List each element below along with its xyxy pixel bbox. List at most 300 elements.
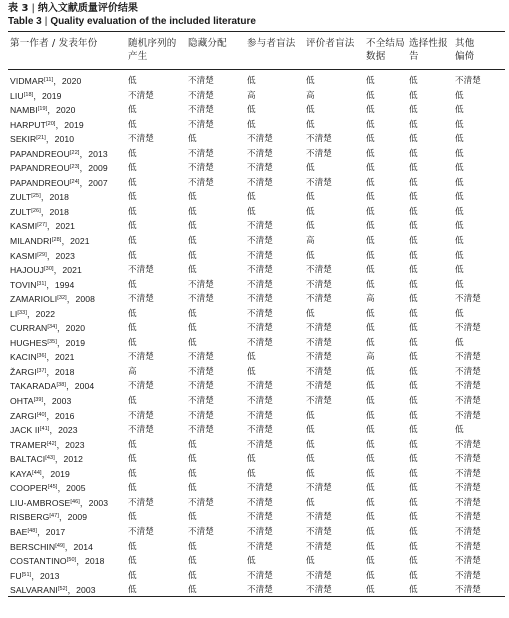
reference-number: [23] bbox=[69, 164, 80, 171]
cell-assessor-blinding: 低 bbox=[306, 76, 315, 86]
cell-incomplete-outcome: 低 bbox=[366, 221, 375, 232]
cell-random-sequence: 不清楚 bbox=[128, 410, 154, 421]
reference-number: [28] bbox=[51, 237, 62, 244]
cell-allocation-concealment: 不清楚 bbox=[188, 497, 214, 508]
cell-selective-reporting: 低 bbox=[409, 192, 418, 203]
cell-selective-reporting: 低 bbox=[409, 177, 418, 188]
publication-year: 2020 bbox=[65, 323, 86, 334]
cell-incomplete-outcome: 低 bbox=[366, 236, 375, 247]
cell-author-year bbox=[10, 147, 108, 161]
cell-assessor-blinding: 不清楚 bbox=[306, 323, 332, 334]
cell-author-year bbox=[10, 103, 76, 117]
author-name: ŽARGI bbox=[10, 366, 37, 377]
cell-allocation-concealment: 低 bbox=[188, 512, 197, 523]
table-bottom-rule bbox=[8, 596, 505, 597]
table-row bbox=[0, 423, 509, 438]
author-year-separator: ， bbox=[43, 396, 52, 407]
author-name: ZULT bbox=[10, 206, 32, 217]
reference-number: [29] bbox=[37, 251, 47, 258]
cell-allocation-concealment: 低 bbox=[188, 308, 197, 319]
cell-incomplete-outcome: 低 bbox=[366, 585, 375, 596]
publication-year: 2021 bbox=[70, 236, 90, 247]
cell-allocation-concealment: 低 bbox=[188, 192, 197, 203]
cell-assessor-blinding: 低 bbox=[306, 221, 315, 232]
cell-selective-reporting: 低 bbox=[409, 221, 418, 232]
author-year-separator: ， bbox=[56, 439, 66, 450]
reference-number: [27] bbox=[37, 222, 47, 229]
author-year-separator: ， bbox=[53, 265, 63, 276]
cell-assessor-blinding: 低 bbox=[306, 468, 315, 479]
cell-assessor-blinding: 不清楚 bbox=[306, 352, 332, 363]
cell-allocation-concealment: 低 bbox=[188, 221, 197, 232]
cell-author-year bbox=[10, 525, 65, 539]
table-label-chinese: 表 3 bbox=[8, 3, 29, 14]
cell-participant-blinding: 不清楚 bbox=[247, 236, 273, 247]
table-row bbox=[0, 278, 509, 293]
author-year-separator: ， bbox=[40, 206, 50, 217]
cell-participant-blinding: 不清楚 bbox=[247, 483, 273, 494]
cell-random-sequence: 低 bbox=[128, 221, 137, 232]
reference-number: [25] bbox=[31, 193, 41, 200]
cell-allocation-concealment: 不清楚 bbox=[188, 396, 214, 407]
reference-number: [35] bbox=[47, 338, 57, 345]
cell-allocation-concealment: 不清楚 bbox=[188, 119, 214, 130]
cell-participant-blinding: 不清楚 bbox=[247, 323, 273, 334]
author-year-separator: ， bbox=[58, 512, 68, 523]
author-year-separator: ， bbox=[79, 177, 89, 188]
cell-allocation-concealment: 低 bbox=[188, 454, 197, 465]
cell-random-sequence: 低 bbox=[128, 512, 137, 523]
publication-year: 2018 bbox=[49, 192, 70, 203]
cell-allocation-concealment: 不清楚 bbox=[188, 279, 214, 290]
author-name: HARPUT bbox=[10, 119, 46, 130]
cell-assessor-blinding: 高 bbox=[306, 90, 315, 101]
reference-number: [20] bbox=[45, 120, 56, 127]
cell-other-bias: 低 bbox=[455, 134, 464, 145]
cell-author-year bbox=[10, 438, 85, 452]
table-title-english: Quality evaluation of the included literature bbox=[50, 16, 256, 27]
cell-author-year bbox=[10, 481, 86, 495]
cell-random-sequence: 低 bbox=[128, 119, 137, 130]
table-row bbox=[0, 321, 509, 336]
cell-allocation-concealment: 低 bbox=[188, 585, 197, 596]
cell-assessor-blinding: 低 bbox=[306, 250, 315, 261]
reference-number: [26] bbox=[31, 207, 41, 214]
cell-selective-reporting: 低 bbox=[409, 512, 418, 523]
cell-selective-reporting: 低 bbox=[409, 308, 418, 319]
table-top-rule bbox=[8, 31, 505, 32]
cell-other-bias: 低 bbox=[455, 221, 464, 232]
cell-other-bias: 低 bbox=[455, 279, 464, 290]
author-name: FU bbox=[10, 570, 22, 581]
cell-author-year bbox=[10, 336, 85, 350]
cell-author-year bbox=[10, 540, 93, 554]
cell-assessor-blinding: 低 bbox=[306, 206, 315, 217]
publication-year: 2005 bbox=[66, 483, 86, 494]
cell-participant-blinding: 低 bbox=[247, 192, 256, 203]
cell-other-bias: 不清楚 bbox=[455, 454, 481, 465]
table-row bbox=[0, 452, 509, 467]
header-allocation-concealment: 隐藏分配 bbox=[188, 38, 227, 49]
cell-incomplete-outcome: 低 bbox=[366, 410, 375, 421]
author-year-separator: ， bbox=[53, 76, 62, 86]
publication-year: 2003 bbox=[88, 497, 109, 508]
author-year-separator: ， bbox=[46, 366, 56, 377]
cell-other-bias: 不清楚 bbox=[455, 439, 481, 450]
header-first-author-year: 第一作者 / 发表年份 bbox=[10, 38, 98, 49]
cell-selective-reporting: 低 bbox=[409, 585, 418, 596]
author-year-separator: ， bbox=[41, 468, 51, 479]
cell-participant-blinding: 不清楚 bbox=[247, 439, 273, 450]
cell-random-sequence: 低 bbox=[128, 148, 137, 159]
cell-other-bias: 不清楚 bbox=[455, 323, 481, 334]
publication-year: 2020 bbox=[61, 76, 82, 86]
cell-assessor-blinding: 不清楚 bbox=[306, 396, 332, 407]
publication-year: 2023 bbox=[55, 250, 76, 261]
publication-year: 2008 bbox=[75, 294, 96, 305]
publication-year: 2013 bbox=[39, 570, 60, 581]
reference-number: [52] bbox=[57, 586, 68, 593]
author-name: TOVIN bbox=[10, 279, 37, 290]
cell-other-bias: 低 bbox=[455, 119, 464, 130]
cell-random-sequence: 低 bbox=[128, 570, 137, 581]
author-year-separator: ， bbox=[37, 526, 46, 537]
cell-incomplete-outcome: 低 bbox=[366, 439, 375, 450]
cell-assessor-blinding: 不清楚 bbox=[306, 570, 332, 581]
cell-incomplete-outcome: 低 bbox=[366, 148, 375, 159]
cell-author-year bbox=[10, 307, 55, 321]
cell-other-bias: 不清楚 bbox=[455, 585, 481, 596]
table-row bbox=[0, 118, 509, 133]
cell-other-bias: 低 bbox=[455, 265, 464, 276]
cell-incomplete-outcome: 低 bbox=[366, 119, 375, 130]
cell-random-sequence: 不清楚 bbox=[128, 265, 154, 276]
table-row bbox=[0, 132, 509, 147]
table-row bbox=[0, 89, 509, 104]
cell-allocation-concealment: 低 bbox=[188, 483, 197, 494]
reference-number: [43] bbox=[45, 455, 55, 462]
cell-incomplete-outcome: 低 bbox=[366, 192, 375, 203]
publication-year: 2019 bbox=[50, 468, 70, 479]
cell-other-bias: 不清楚 bbox=[455, 381, 481, 392]
cell-author-year bbox=[10, 423, 78, 437]
cell-assessor-blinding: 不清楚 bbox=[306, 483, 332, 494]
cell-random-sequence: 低 bbox=[128, 439, 137, 450]
cell-allocation-concealment: 不清楚 bbox=[188, 366, 214, 377]
author-year-separator: ， bbox=[46, 410, 56, 421]
reference-number: [11] bbox=[44, 77, 54, 83]
author-year-separator: ， bbox=[61, 236, 71, 247]
cell-random-sequence: 低 bbox=[128, 468, 137, 479]
cell-allocation-concealment: 不清楚 bbox=[188, 76, 214, 86]
cell-other-bias: 不清楚 bbox=[455, 497, 481, 508]
reference-number: [34] bbox=[47, 324, 57, 331]
cell-allocation-concealment: 低 bbox=[188, 134, 197, 145]
publication-year: 2019 bbox=[64, 119, 84, 130]
publication-year: 2019 bbox=[65, 337, 86, 348]
table-row bbox=[0, 496, 509, 511]
publication-year: 2010 bbox=[54, 134, 75, 145]
reference-number: [49] bbox=[55, 542, 65, 549]
cell-assessor-blinding: 不清楚 bbox=[306, 512, 332, 523]
publication-year: 2016 bbox=[55, 410, 75, 421]
cell-other-bias: 低 bbox=[455, 163, 464, 174]
cell-random-sequence: 低 bbox=[128, 556, 137, 567]
cell-participant-blinding: 低 bbox=[247, 119, 256, 130]
cell-other-bias: 不清楚 bbox=[455, 352, 481, 363]
author-name: ZULT bbox=[10, 192, 32, 203]
cell-random-sequence: 不清楚 bbox=[128, 425, 154, 436]
cell-other-bias: 不清楚 bbox=[455, 468, 481, 479]
cell-assessor-blinding: 不清楚 bbox=[306, 265, 332, 276]
cell-selective-reporting: 低 bbox=[409, 381, 418, 392]
table-row bbox=[0, 438, 509, 453]
author-year-separator: ， bbox=[40, 192, 50, 203]
cell-assessor-blinding: 低 bbox=[306, 556, 315, 567]
cell-participant-blinding: 不清楚 bbox=[247, 425, 273, 436]
cell-participant-blinding: 不清楚 bbox=[247, 250, 273, 261]
cell-random-sequence: 低 bbox=[128, 396, 137, 407]
cell-other-bias: 低 bbox=[455, 206, 464, 217]
table-header-rule bbox=[8, 69, 505, 70]
cell-selective-reporting: 低 bbox=[409, 439, 418, 450]
cell-assessor-blinding: 低 bbox=[306, 308, 315, 319]
cell-author-year bbox=[10, 554, 105, 568]
cell-author-year bbox=[10, 278, 74, 292]
cell-allocation-concealment: 低 bbox=[188, 206, 197, 217]
cell-participant-blinding: 低 bbox=[247, 352, 256, 363]
cell-allocation-concealment: 低 bbox=[188, 250, 197, 261]
author-name: TAKARADA bbox=[10, 381, 57, 392]
cell-other-bias: 不清楚 bbox=[455, 512, 481, 523]
cell-incomplete-outcome: 低 bbox=[366, 541, 375, 552]
cell-other-bias: 不清楚 bbox=[455, 570, 481, 581]
cell-selective-reporting: 低 bbox=[409, 279, 418, 290]
cell-author-year bbox=[10, 350, 75, 364]
table-row bbox=[0, 409, 509, 424]
cell-selective-reporting: 低 bbox=[409, 396, 418, 407]
cell-assessor-blinding: 低 bbox=[306, 425, 315, 436]
cell-participant-blinding: 低 bbox=[247, 206, 256, 217]
reference-number: [18] bbox=[23, 91, 34, 98]
cell-participant-blinding: 不清楚 bbox=[247, 177, 273, 188]
cell-allocation-concealment: 不清楚 bbox=[188, 425, 214, 436]
author-name: BERSCHIN bbox=[10, 541, 56, 552]
cell-incomplete-outcome: 低 bbox=[366, 381, 375, 392]
cell-participant-blinding: 不清楚 bbox=[247, 337, 273, 348]
cell-assessor-blinding: 低 bbox=[306, 497, 315, 508]
cell-selective-reporting: 低 bbox=[409, 119, 418, 130]
reference-number: [39] bbox=[33, 397, 44, 404]
cell-random-sequence: 低 bbox=[128, 163, 137, 174]
cell-author-year bbox=[10, 365, 75, 379]
cell-selective-reporting: 低 bbox=[409, 323, 418, 334]
cell-random-sequence: 低 bbox=[128, 454, 137, 465]
cell-incomplete-outcome: 低 bbox=[366, 425, 375, 436]
reference-number: [46] bbox=[70, 498, 80, 505]
cell-participant-blinding: 低 bbox=[247, 366, 256, 377]
publication-year: 1994 bbox=[54, 279, 75, 290]
author-year-separator: ， bbox=[55, 119, 65, 130]
cell-random-sequence: 低 bbox=[128, 585, 137, 596]
cell-assessor-blinding: 不清楚 bbox=[306, 177, 332, 188]
cell-other-bias: 不清楚 bbox=[455, 294, 481, 305]
cell-participant-blinding: 高 bbox=[247, 90, 256, 101]
author-name: LIU-AMBROSE bbox=[10, 497, 71, 508]
cell-incomplete-outcome: 低 bbox=[366, 337, 375, 348]
publication-year: 2022 bbox=[35, 308, 56, 319]
cell-assessor-blinding: 不清楚 bbox=[306, 585, 332, 596]
cell-other-bias: 不清楚 bbox=[455, 366, 481, 377]
cell-author-year bbox=[10, 219, 75, 233]
cell-other-bias: 不清楚 bbox=[455, 526, 481, 537]
cell-allocation-concealment: 低 bbox=[188, 439, 197, 450]
table-header-row bbox=[0, 37, 509, 67]
cell-random-sequence: 低 bbox=[128, 483, 137, 494]
table-row bbox=[0, 307, 509, 322]
cell-participant-blinding: 低 bbox=[247, 468, 256, 479]
cell-allocation-concealment: 不清楚 bbox=[188, 163, 214, 174]
cell-allocation-concealment: 低 bbox=[188, 468, 197, 479]
publication-year: 2020 bbox=[56, 105, 76, 116]
author-year-separator: ， bbox=[46, 221, 56, 232]
publication-year: 2012 bbox=[63, 454, 84, 465]
author-year-separator: ， bbox=[67, 585, 77, 596]
header-incomplete-outcome: 不全结局数据 bbox=[366, 38, 405, 62]
cell-incomplete-outcome: 低 bbox=[366, 468, 375, 479]
cell-author-year bbox=[10, 292, 95, 306]
cell-incomplete-outcome: 低 bbox=[366, 396, 375, 407]
author-name: RISBERG bbox=[10, 512, 50, 523]
table-row bbox=[0, 249, 509, 264]
cell-assessor-blinding: 不清楚 bbox=[306, 381, 332, 392]
cell-assessor-blinding: 不清楚 bbox=[306, 294, 332, 305]
cell-allocation-concealment: 低 bbox=[188, 337, 197, 348]
cell-author-year bbox=[10, 321, 85, 335]
publication-year: 2014 bbox=[73, 541, 94, 552]
cell-incomplete-outcome: 低 bbox=[366, 323, 375, 334]
author-name: TRAMER bbox=[10, 439, 47, 450]
cell-selective-reporting: 低 bbox=[409, 134, 418, 145]
publication-year: 2007 bbox=[88, 177, 108, 188]
cell-random-sequence: 低 bbox=[128, 279, 137, 290]
cell-random-sequence: 不清楚 bbox=[128, 526, 154, 537]
cell-random-sequence: 低 bbox=[128, 541, 137, 552]
cell-incomplete-outcome: 低 bbox=[366, 105, 375, 116]
cell-allocation-concealment: 不清楚 bbox=[188, 526, 214, 537]
table-row bbox=[0, 176, 509, 191]
reference-number: [37] bbox=[36, 367, 47, 374]
cell-participant-blinding: 不清楚 bbox=[247, 512, 273, 523]
table-row bbox=[0, 510, 509, 525]
table-row bbox=[0, 394, 509, 409]
table-body bbox=[0, 74, 509, 598]
reference-number: [33] bbox=[17, 309, 27, 316]
cell-other-bias: 低 bbox=[455, 425, 464, 436]
author-year-separator: ， bbox=[46, 279, 55, 290]
cell-selective-reporting: 低 bbox=[409, 497, 418, 508]
cell-other-bias: 低 bbox=[455, 192, 464, 203]
cell-selective-reporting: 低 bbox=[409, 526, 418, 537]
cell-assessor-blinding: 不清楚 bbox=[306, 148, 332, 159]
header-assessor-blinding: 评价者盲法 bbox=[306, 38, 355, 49]
table-row bbox=[0, 74, 509, 89]
author-name: MILANDRI bbox=[10, 236, 52, 247]
author-year-separator: ， bbox=[56, 323, 66, 334]
publication-year: 2018 bbox=[55, 366, 75, 377]
author-year-separator: ， bbox=[33, 90, 42, 101]
author-name: BAE bbox=[10, 526, 28, 537]
cell-selective-reporting: 低 bbox=[409, 366, 418, 377]
reference-number: [36] bbox=[36, 353, 47, 360]
author-year-separator: ， bbox=[79, 163, 89, 174]
cell-assessor-blinding: 低 bbox=[306, 192, 315, 203]
reference-number: [22] bbox=[69, 149, 80, 156]
author-year-separator: ， bbox=[26, 308, 36, 319]
cell-random-sequence: 不清楚 bbox=[128, 294, 154, 305]
cell-random-sequence: 不清楚 bbox=[128, 352, 154, 363]
author-name: PAPANDREOU bbox=[10, 148, 70, 159]
cell-other-bias: 不清楚 bbox=[455, 396, 481, 407]
cell-selective-reporting: 低 bbox=[409, 352, 418, 363]
reference-number: [21] bbox=[36, 135, 46, 142]
cell-assessor-blinding: 低 bbox=[306, 439, 315, 450]
cell-participant-blinding: 不清楚 bbox=[247, 381, 273, 392]
cell-assessor-blinding: 低 bbox=[306, 119, 315, 130]
publication-year: 2023 bbox=[65, 439, 85, 450]
cell-assessor-blinding: 低 bbox=[306, 105, 315, 116]
author-name: KASMI bbox=[10, 221, 38, 232]
author-year-separator: ， bbox=[45, 134, 55, 145]
author-year-separator: ， bbox=[79, 497, 89, 508]
cell-author-year bbox=[10, 452, 83, 466]
reference-number: [19] bbox=[37, 106, 48, 113]
cell-participant-blinding: 不清楚 bbox=[247, 163, 273, 174]
reference-number: [44] bbox=[32, 469, 42, 476]
table-row bbox=[0, 540, 509, 555]
cell-incomplete-outcome: 低 bbox=[366, 366, 375, 377]
reference-number: [40] bbox=[36, 411, 47, 418]
table-row bbox=[0, 161, 509, 176]
table-row bbox=[0, 365, 509, 380]
cell-incomplete-outcome: 低 bbox=[366, 134, 375, 145]
cell-allocation-concealment: 低 bbox=[188, 323, 197, 334]
reference-number: [48] bbox=[27, 527, 38, 534]
cell-assessor-blinding: 不清楚 bbox=[306, 337, 332, 348]
author-name: PAPANDREOU bbox=[10, 163, 70, 174]
cell-assessor-blinding: 不清楚 bbox=[306, 526, 332, 537]
reference-number: [50] bbox=[66, 557, 77, 564]
cell-selective-reporting: 低 bbox=[409, 76, 418, 86]
table-row bbox=[0, 525, 509, 540]
cell-assessor-blinding: 高 bbox=[306, 236, 315, 247]
cell-participant-blinding: 不清楚 bbox=[247, 134, 273, 145]
cell-author-year bbox=[10, 569, 59, 583]
cell-incomplete-outcome: 低 bbox=[366, 206, 375, 217]
cell-author-year bbox=[10, 89, 62, 103]
header-random-sequence: 随机序列的产生 bbox=[128, 38, 177, 62]
cell-participant-blinding: 不清楚 bbox=[247, 148, 273, 159]
cell-participant-blinding: 不清楚 bbox=[247, 221, 273, 232]
cell-author-year bbox=[10, 467, 70, 481]
author-year-separator: ， bbox=[76, 556, 85, 567]
cell-other-bias: 不清楚 bbox=[455, 556, 481, 567]
cell-random-sequence: 低 bbox=[128, 236, 137, 247]
table-row bbox=[0, 190, 509, 205]
reference-number: [51] bbox=[21, 571, 32, 578]
cell-incomplete-outcome: 高 bbox=[366, 352, 375, 363]
cell-assessor-blinding: 不清楚 bbox=[306, 134, 332, 145]
